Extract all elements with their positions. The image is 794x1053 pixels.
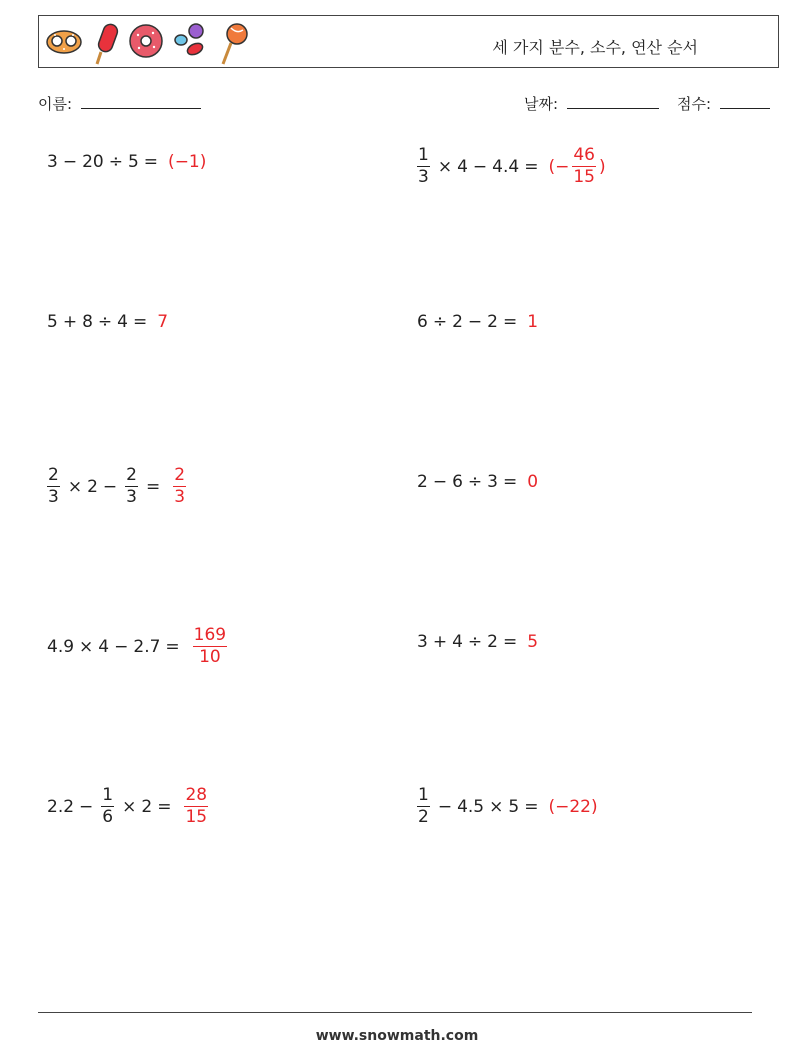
fraction <box>101 787 114 826</box>
problem-7 <box>47 627 230 666</box>
equals: = <box>165 636 180 657</box>
donut-icon <box>127 22 165 60</box>
term: 2 <box>417 472 428 492</box>
term: 4 <box>452 632 463 652</box>
operator: × <box>122 796 137 817</box>
operator: × <box>489 796 504 817</box>
header-icons <box>43 22 249 66</box>
problem-3 <box>47 312 168 332</box>
denominator: 15 <box>573 167 595 187</box>
answer-paren: ( <box>168 152 175 172</box>
denominator: 3 <box>126 487 137 507</box>
worksheet-title: 세 가지 분수, 소수, 연산 순서 <box>492 38 698 57</box>
candies-icon <box>171 22 211 58</box>
term: 4 <box>457 156 468 177</box>
equals: = <box>145 476 161 497</box>
operator: ÷ <box>432 312 448 332</box>
footer-url[interactable]: www.snowmath.com <box>315 1028 479 1044</box>
answer-paren: ) <box>598 156 606 177</box>
pretzel-icon <box>43 22 85 58</box>
answer-fraction <box>193 627 227 666</box>
equals: = <box>524 156 539 177</box>
answer-paren: ) <box>590 796 598 817</box>
term: 4.5 <box>457 796 485 817</box>
operator: − <box>467 312 483 332</box>
problem-6 <box>417 472 538 492</box>
term: 5 <box>47 312 58 332</box>
answer <box>181 787 211 826</box>
answer <box>168 152 206 172</box>
numerator: 1 <box>418 145 429 165</box>
header-box <box>38 15 779 68</box>
denominator: 3 <box>48 487 59 507</box>
denominator: 10 <box>193 646 227 666</box>
term: 6 <box>417 312 428 332</box>
equals: = <box>502 472 518 492</box>
footer-divider <box>38 1012 752 1013</box>
numerator: 2 <box>126 465 137 485</box>
term: 2.2 <box>47 796 75 817</box>
term: 3 <box>47 152 58 172</box>
term: 5 <box>508 796 520 817</box>
operator: ÷ <box>108 152 123 172</box>
operator: − <box>114 636 129 657</box>
term: 2 <box>141 796 153 817</box>
operator: ÷ <box>97 312 113 332</box>
answer: 1 <box>527 312 539 332</box>
operator: + <box>432 632 448 652</box>
term: 2 <box>487 632 498 652</box>
operator: × <box>437 156 453 177</box>
denominator: 6 <box>102 807 114 827</box>
answer-fraction <box>184 787 208 826</box>
denominator: 3 <box>418 167 429 187</box>
operator: − <box>102 476 118 497</box>
operator: − <box>432 472 448 492</box>
answer <box>170 467 189 506</box>
name-field[interactable] <box>38 93 201 114</box>
answer-sign: − <box>555 156 570 177</box>
answer <box>548 147 605 186</box>
denominator: 15 <box>185 807 208 827</box>
operator: − <box>62 152 78 172</box>
numerator: 1 <box>102 785 114 805</box>
answer-paren: ( <box>548 156 556 177</box>
equals: = <box>502 632 518 652</box>
operator: − <box>472 156 488 177</box>
problem-2 <box>414 147 606 186</box>
denominator: 3 <box>174 487 186 507</box>
answer-fraction <box>173 467 186 506</box>
numerator: 169 <box>193 625 227 645</box>
date-label: 날짜: <box>524 95 559 113</box>
term: 2 <box>487 312 498 332</box>
answer <box>190 627 230 666</box>
answer-paren: ( <box>548 796 556 817</box>
problem-4 <box>417 312 538 332</box>
problem-1 <box>47 152 206 172</box>
term: 6 <box>452 472 463 492</box>
numerator: 2 <box>174 465 186 485</box>
numerator: 28 <box>185 785 208 805</box>
term: 3 <box>487 472 498 492</box>
fraction <box>47 467 60 506</box>
term: 2.7 <box>133 636 161 657</box>
equals: = <box>132 312 148 332</box>
term: 8 <box>82 312 93 332</box>
term: 2 <box>452 312 463 332</box>
lollipop-icon <box>217 22 249 66</box>
numerator: 1 <box>418 785 429 805</box>
answer-fraction <box>572 147 596 186</box>
name-label: 이름: <box>38 95 73 113</box>
answer <box>548 797 597 817</box>
term: 3 <box>417 632 428 652</box>
term: 4.4 <box>492 156 520 177</box>
operator: − <box>437 796 453 817</box>
fraction <box>417 787 430 826</box>
operator: ÷ <box>467 472 483 492</box>
answer: 7 <box>157 312 169 332</box>
operator: × <box>79 636 94 657</box>
term: 2 <box>87 476 98 497</box>
term: 4.9 <box>47 636 75 657</box>
fraction <box>125 467 138 506</box>
equals: = <box>502 312 518 332</box>
operator: + <box>62 312 78 332</box>
problem-8 <box>417 632 538 652</box>
date-field[interactable] <box>524 93 659 114</box>
term: 5 <box>127 152 139 172</box>
score-blank[interactable] <box>720 95 770 109</box>
denominator: 2 <box>418 807 429 827</box>
answer-value: −22 <box>555 796 591 817</box>
answer: 0 <box>527 472 539 492</box>
operator: ÷ <box>467 632 483 652</box>
numerator: 2 <box>48 465 59 485</box>
problem-5 <box>44 467 189 506</box>
problem-9 <box>47 787 211 826</box>
operator: − <box>79 796 94 817</box>
term: 4 <box>117 312 128 332</box>
date-blank[interactable] <box>567 95 659 109</box>
term: 20 <box>82 152 104 172</box>
answer: 5 <box>527 632 539 652</box>
problem-10 <box>414 787 598 826</box>
operator: × <box>67 476 83 497</box>
score-label: 점수: <box>677 95 712 113</box>
term: 4 <box>98 636 110 657</box>
popsicle-icon <box>91 22 121 66</box>
numerator: 46 <box>573 145 595 165</box>
answer-paren: ) <box>199 152 207 172</box>
fraction <box>417 147 430 186</box>
answer-value: −1 <box>174 152 200 172</box>
score-field[interactable] <box>677 93 770 114</box>
equals: = <box>524 796 539 817</box>
name-blank[interactable] <box>81 95 201 109</box>
equals: = <box>143 152 159 172</box>
equals: = <box>157 796 172 817</box>
